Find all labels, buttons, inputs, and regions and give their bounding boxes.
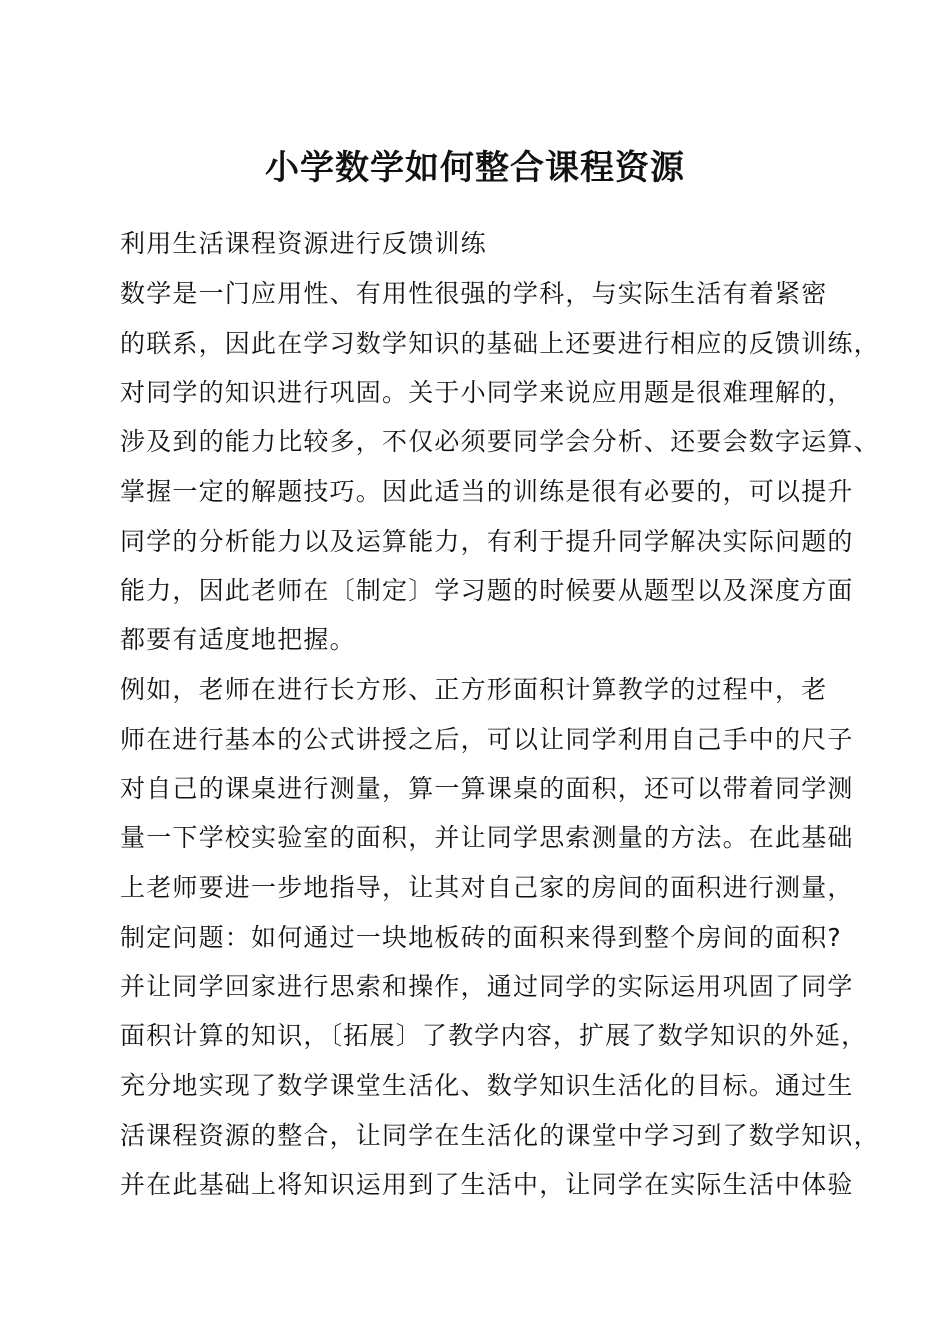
paragraph-1-line-6: 同学的分析能力以及运算能力，有利于提升同学解决实际问题的 — [120, 527, 854, 556]
paragraph-1-line-5: 掌握一定的解题技巧。因此适当的训练是很有必要的，可以提升 — [120, 477, 854, 506]
paragraph-2-line-9: 充分地实现了数学课堂生活化、数学知识生活化的目标。通过生 — [120, 1071, 854, 1100]
paragraph-2-line-6: 制定问题：如何通过一块地板砖的面积来得到整个房间的面积? — [120, 923, 842, 952]
paragraph-2-line-8: 面积计算的知识，〔拓展〕了教学内容，扩展了数学知识的外延， — [120, 1021, 868, 1050]
paragraph-1-line-7: 能力，因此老师在〔制定〕学习题的时候要从题型以及深度方面 — [120, 576, 854, 605]
paragraph-1-line-1: 数学是一门应用性、有用性很强的学科，与实际生活有着紧密 — [120, 279, 828, 308]
paragraph-2-line-11: 并在此基础上将知识运用到了生活中，让同学在实际生活中体验 — [120, 1170, 854, 1199]
document-title: 小学数学如何整合课程资源 — [265, 148, 685, 188]
paragraph-2-line-3: 对自己的课桌进行测量，算一算课桌的面积，还可以带着同学测 — [120, 774, 854, 803]
paragraph-2-line-4: 量一下学校实验室的面积，并让同学思索测量的方法。在此基础 — [120, 823, 854, 852]
paragraph-2-line-2: 师在进行基本的公式讲授之后，可以让同学利用自己手中的尺子 — [120, 725, 854, 754]
paragraph-1-line-8: 都要有适度地把握。 — [120, 625, 356, 654]
paragraph-2-line-5: 上老师要进一步地指导，让其对自己家的房间的面积进行测量， — [120, 873, 854, 902]
paragraph-1-line-2: 的联系，因此在学习数学知识的基础上还要进行相应的反馈训练， — [120, 329, 880, 358]
paragraph-2-line-10: 活课程资源的整合，让同学在生活化的课堂中学习到了数学知识， — [120, 1121, 880, 1150]
paragraph-1-line-4: 涉及到的能力比较多，不仅必须要同学会分析、还要会数字运算、 — [120, 427, 880, 456]
paragraph-2-line-1: 例如，老师在进行长方形、正方形面积计算教学的过程中，老 — [120, 675, 828, 704]
paragraph-2-line-7: 并让同学回家进行思索和操作，通过同学的实际运用巩固了同学 — [120, 972, 854, 1001]
paragraph-1-line-3: 对同学的知识进行巩固。关于小同学来说应用题是很难理解的， — [120, 378, 854, 407]
section-heading: 利用生活课程资源进行反馈训练 — [120, 229, 487, 258]
